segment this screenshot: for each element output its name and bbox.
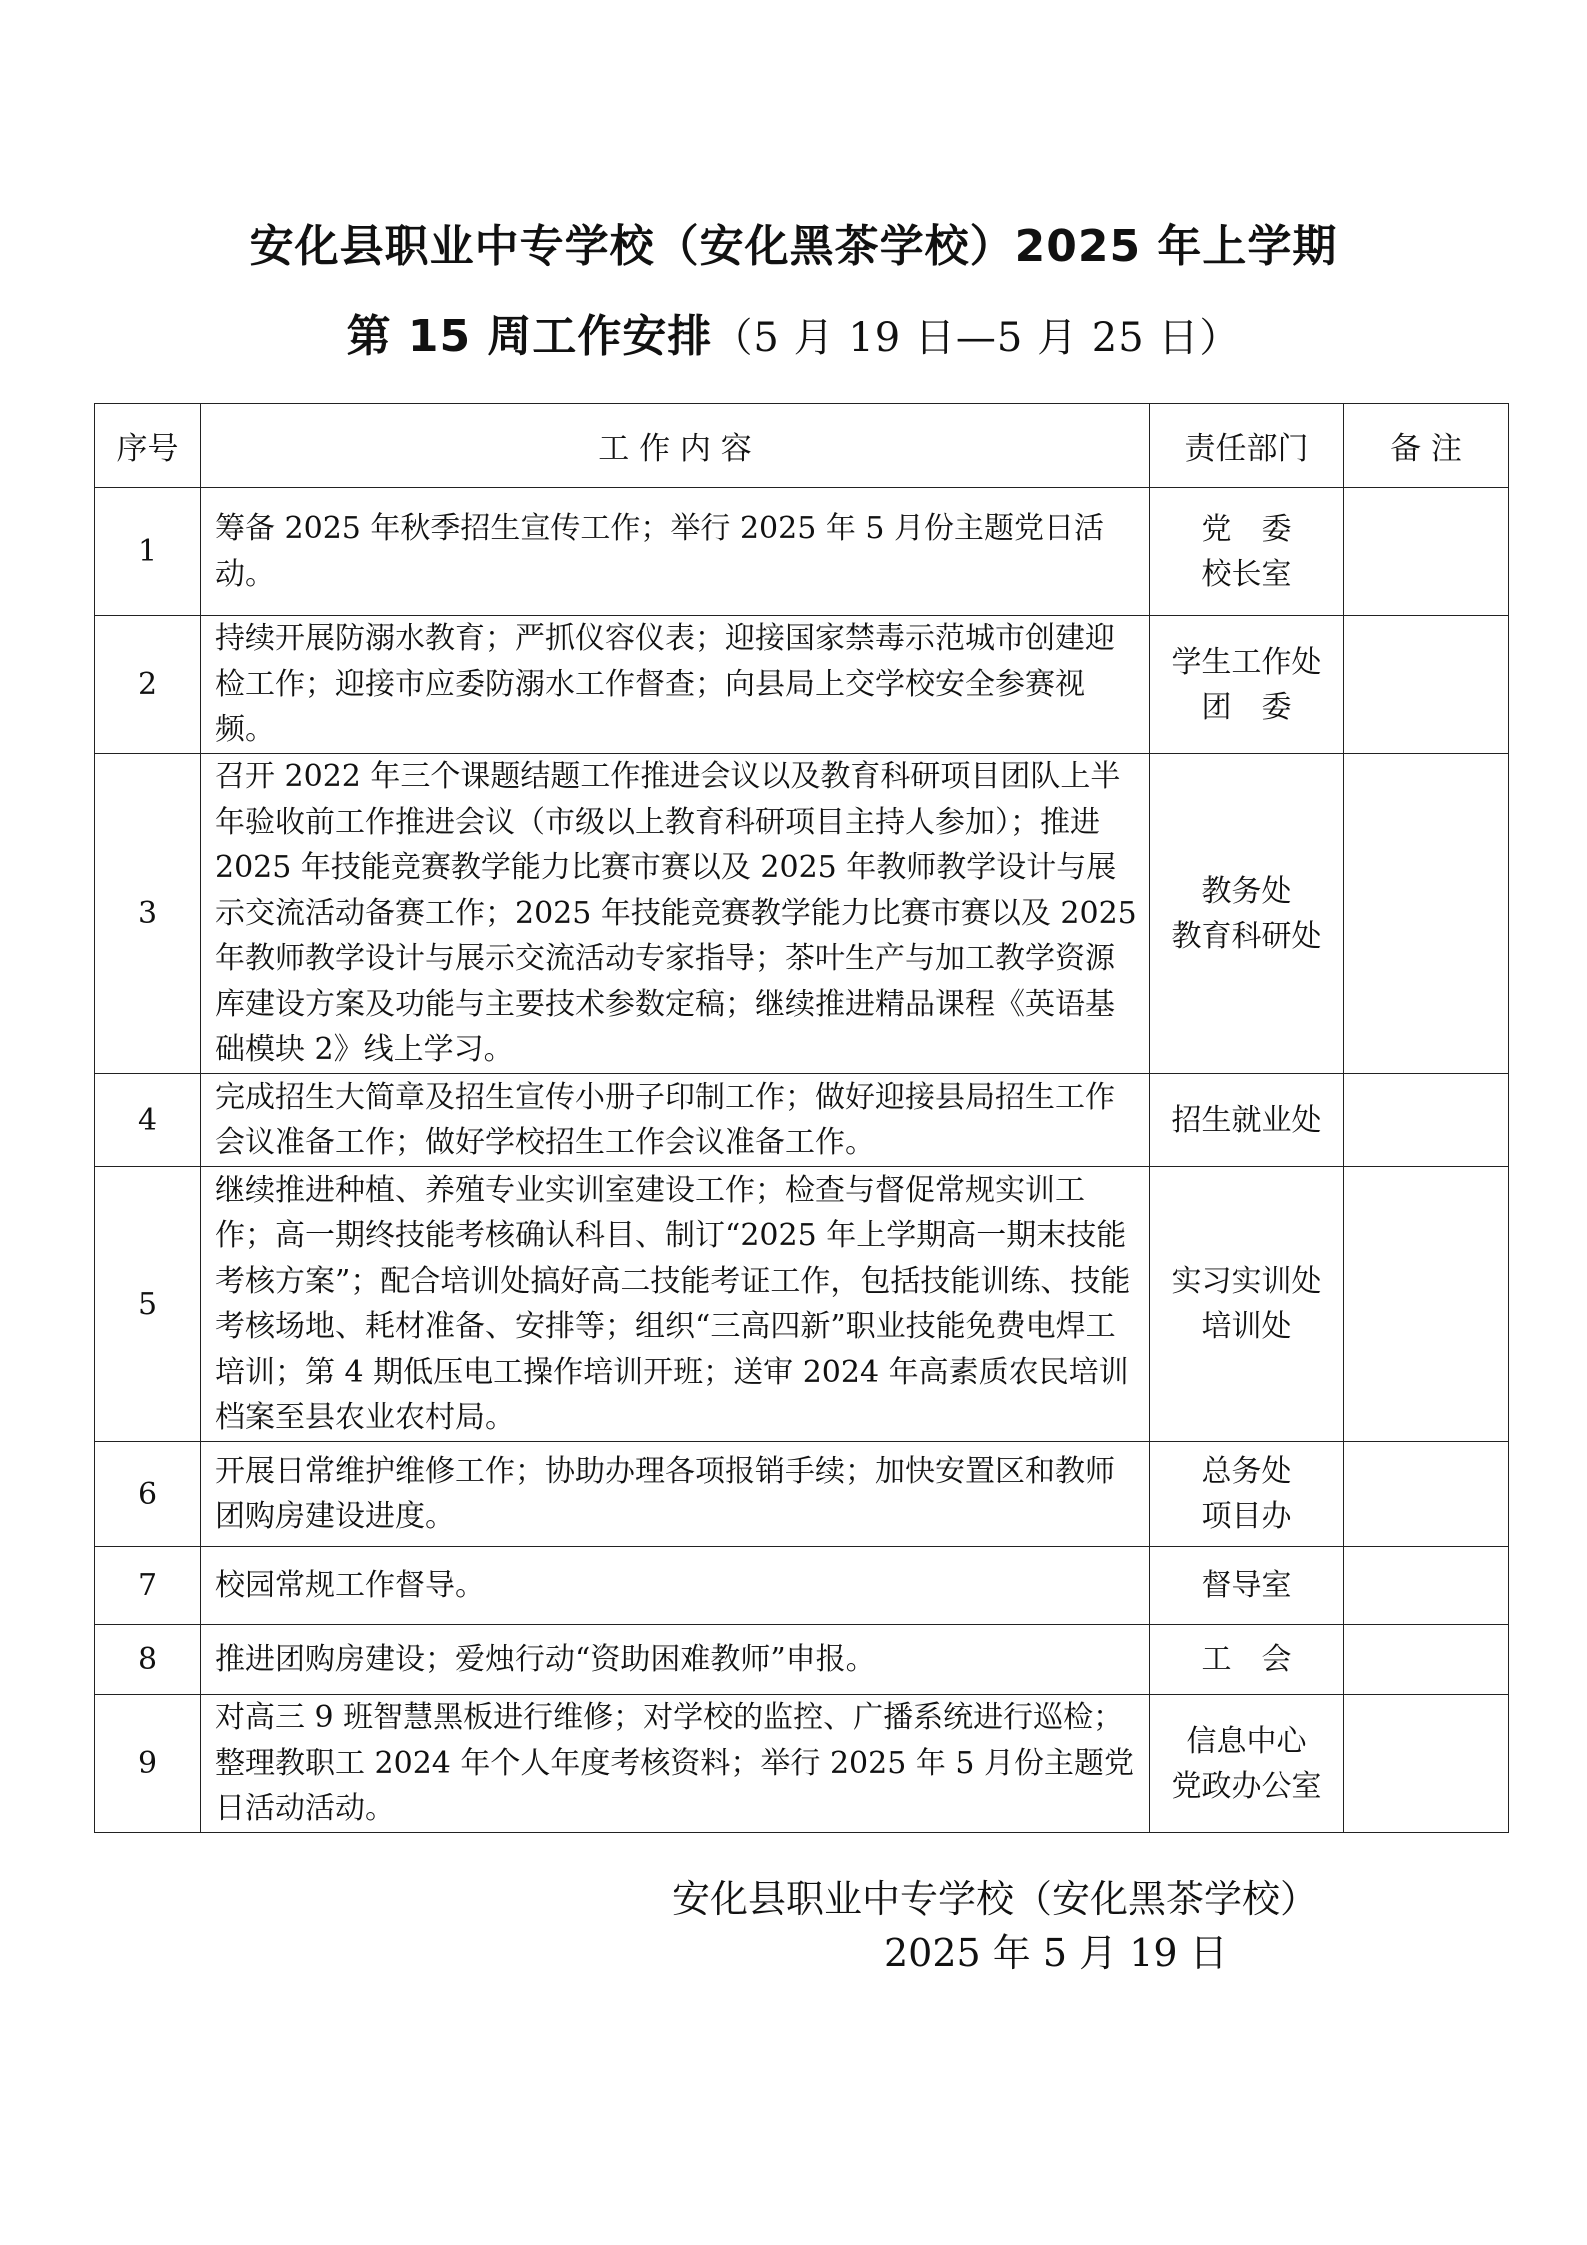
table-row bbox=[95, 1167, 1509, 1442]
row-note bbox=[1344, 1074, 1509, 1167]
row-content: 完成招生大简章及招生宣传小册子印制工作；做好迎接县局招生工作会议准备工作；做好学校招生工作会议准备工作。 bbox=[201, 1074, 1150, 1167]
row-dept bbox=[1150, 488, 1344, 616]
dept-line: 教育科研处 bbox=[1171, 918, 1322, 954]
row-content: 继续推进种植、养殖专业实训室建设工作；检查与督促常规实训工作；高一期终技能考核确认科目、制订“2025 年上学期高一期末技能考核方案”；配合培训处搞好高二技能考证工作，包括技能训练、技能考核场地、耗材准备、安排等；组织“三高四新”职业技能免费电焊工培训；第 4 期低压电工操作培训开班；送审 2024 年高素质农民培训档案至县农业农村局。 bbox=[201, 1167, 1150, 1442]
row-dept bbox=[1150, 1695, 1344, 1833]
document-title-line-1: 安化县职业中专学校（安化黑茶学校）2025 年上学期 bbox=[249, 221, 1338, 272]
row-note bbox=[1344, 616, 1509, 754]
row-content: 开展日常维护维修工作；协助办理各项报销手续；加快安置区和教师团购房建设进度。 bbox=[201, 1442, 1150, 1547]
dept-line: 工 会 bbox=[1201, 1642, 1292, 1677]
dept-line: 党政办公室 bbox=[1171, 1768, 1322, 1804]
header-dept: 责任部门 bbox=[1150, 404, 1344, 488]
row-content: 推进团购房建设；爱烛行动“资助困难教师”申报。 bbox=[201, 1625, 1150, 1695]
dept-line: 总务处 bbox=[1201, 1454, 1292, 1489]
table-row bbox=[95, 488, 1509, 616]
signature-organization: 安化县职业中专学校（安化黑茶学校） bbox=[672, 1877, 1319, 1921]
row-dept bbox=[1150, 1442, 1344, 1547]
row-note bbox=[1344, 1547, 1509, 1625]
row-note bbox=[1344, 488, 1509, 616]
row-index: 4 bbox=[95, 1074, 201, 1167]
row-dept bbox=[1150, 616, 1344, 754]
week-title: 第 15 周工作安排 bbox=[346, 311, 713, 362]
table-row bbox=[95, 616, 1509, 754]
row-dept bbox=[1150, 1074, 1344, 1167]
row-content: 校园常规工作督导。 bbox=[201, 1547, 1150, 1625]
row-index: 2 bbox=[95, 616, 201, 754]
row-dept bbox=[1150, 1547, 1344, 1625]
dept-line: 学生工作处 bbox=[1171, 644, 1322, 680]
header-content: 工 作 内 容 bbox=[201, 404, 1150, 488]
dept-line: 党 委 bbox=[1201, 511, 1292, 547]
dept-line: 督导室 bbox=[1201, 1568, 1292, 1603]
row-index: 7 bbox=[95, 1547, 201, 1625]
row-content: 召开 2022 年三个课题结题工作推进会议以及教育科研项目团队上半年验收前工作推进会议（市级以上教育科研项目主持人参加）；推进 2025 年技能竞赛教学能力比赛市赛以及 2025 年教师教学设计与展示交流活动备赛工作；2025 年技能竞赛教学能力比赛市赛以及 2025 年教师教学设计与展示交流活动专家指导；茶叶生产与加工教学资源库建设方案及功能与主要技术参数定稿；继续推进精品课程《英语基础模块 2》线上学习。 bbox=[201, 754, 1150, 1074]
row-dept bbox=[1150, 754, 1344, 1074]
table-row bbox=[95, 1695, 1509, 1833]
date-range: （5 月 19 日—5 月 25 日） bbox=[712, 315, 1241, 361]
row-note bbox=[1344, 1625, 1509, 1695]
row-index: 9 bbox=[95, 1695, 201, 1833]
row-note bbox=[1344, 1167, 1509, 1442]
table-header-row bbox=[95, 404, 1509, 488]
row-note bbox=[1344, 754, 1509, 1074]
dept-line: 团 委 bbox=[1201, 689, 1292, 725]
dept-line: 项目办 bbox=[1201, 1499, 1292, 1534]
signature-date: 2025 年 5 月 19 日 bbox=[884, 1931, 1228, 1975]
header-index: 序号 bbox=[95, 404, 201, 488]
row-index: 8 bbox=[95, 1625, 201, 1695]
row-index: 5 bbox=[95, 1167, 201, 1442]
schedule-table bbox=[94, 403, 1509, 1833]
table-row bbox=[95, 754, 1509, 1074]
table-row bbox=[95, 1625, 1509, 1695]
dept-line: 招生就业处 bbox=[1171, 1102, 1322, 1138]
dept-line: 培训处 bbox=[1201, 1309, 1292, 1344]
dept-line: 信息中心 bbox=[1186, 1723, 1307, 1759]
header-note: 备 注 bbox=[1344, 404, 1509, 488]
row-content: 对高三 9 班智慧黑板进行维修；对学校的监控、广播系统进行巡检；整理教职工 2024 年个人年度考核资料；举行 2025 年 5 月份主题党日活动活动。 bbox=[201, 1695, 1150, 1833]
table-row bbox=[95, 1547, 1509, 1625]
dept-line: 校长室 bbox=[1201, 556, 1292, 592]
dept-line: 实习实训处 bbox=[1171, 1264, 1322, 1299]
row-index: 3 bbox=[95, 754, 201, 1074]
document-title-line-2 bbox=[0, 300, 1587, 364]
table-row bbox=[95, 1442, 1509, 1547]
table-row bbox=[95, 1074, 1509, 1167]
row-note bbox=[1344, 1695, 1509, 1833]
row-note bbox=[1344, 1442, 1509, 1547]
row-dept bbox=[1150, 1167, 1344, 1442]
row-index: 6 bbox=[95, 1442, 201, 1547]
dept-line: 教务处 bbox=[1201, 873, 1292, 909]
row-dept bbox=[1150, 1625, 1344, 1695]
row-content: 筹备 2025 年秋季招生宣传工作；举行 2025 年 5 月份主题党日活动。 bbox=[201, 488, 1150, 616]
row-content: 持续开展防溺水教育；严抓仪容仪表；迎接国家禁毒示范城市创建迎检工作；迎接市应委防溺水工作督查；向县局上交学校安全参赛视频。 bbox=[201, 616, 1150, 754]
row-index: 1 bbox=[95, 488, 201, 616]
